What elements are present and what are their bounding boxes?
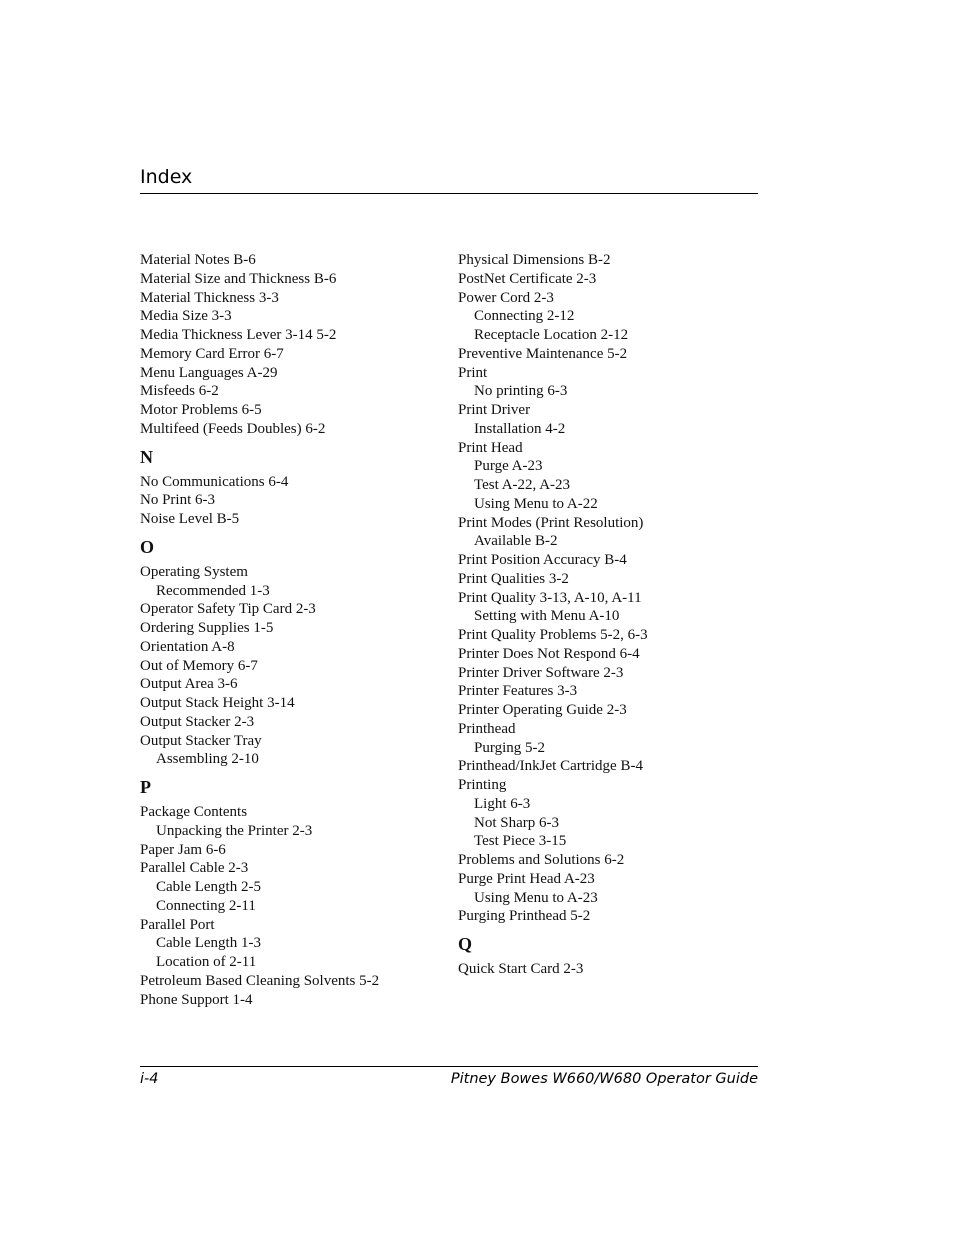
index-letter-heading: N — [140, 446, 153, 467]
index-subentry: Assembling 2-10 — [156, 751, 259, 768]
index-subentry: Connecting 2-11 — [156, 897, 256, 914]
index-entry: Printer Features 3-3 — [458, 683, 578, 700]
index-entry: Print Qualities 3-2 — [458, 570, 569, 587]
index-entry: Output Area 3-6 — [140, 676, 238, 693]
index-letter-heading: O — [140, 536, 155, 557]
index-subentry: Not Sharp 6-3 — [474, 814, 559, 831]
book-title: Pitney Bowes W660/W680 Operator Guide — [450, 1071, 758, 1087]
index-entry: Material Size and Thickness B-6 — [140, 270, 337, 287]
index-subentry: Cable Length 2-5 — [156, 879, 261, 895]
index-subentry: Purging 5-2 — [474, 739, 545, 756]
header-rule — [140, 193, 758, 194]
index-entry: Package Contents — [140, 804, 248, 820]
index-entry: Ordering Supplies 1-5 — [140, 620, 274, 636]
index-subentry: Using Menu to A-23 — [474, 889, 598, 906]
index-letter-heading: P — [140, 777, 151, 797]
index-entry: Output Stacker Tray — [140, 732, 262, 749]
index-entry: Printing — [458, 777, 507, 793]
index-entry: Motor Problems 6-5 — [140, 402, 262, 418]
index-letter-heading: Q — [458, 934, 473, 954]
index-entry: Petroleum Based Cleaning Solvents 5-2 — [140, 972, 380, 989]
index-subentry: Using Menu to A-22 — [474, 495, 598, 512]
index-entry: Orientation A-8 — [140, 638, 235, 655]
page-title: Index — [140, 166, 193, 188]
index-subentry: Purge A-23 — [474, 458, 543, 475]
index-entry: Operator Safety Tip Card 2-3 — [140, 601, 316, 618]
index-entry: Operating System — [140, 563, 248, 580]
index-entry: Print Head — [458, 439, 523, 456]
index-subentry: Setting with Menu A-10 — [474, 608, 620, 625]
index-subentry: Recommended 1-3 — [156, 582, 270, 599]
index-entry: Printer Driver Software 2-3 — [458, 664, 624, 681]
index-entry: Noise Level B-5 — [140, 511, 240, 527]
index-entry: Printer Does Not Respond 6-4 — [458, 645, 640, 662]
index-entry: Purging Printhead 5-2 — [458, 908, 591, 925]
index-entry: No Print 6-3 — [140, 492, 215, 509]
index-entry: Misfeeds 6-2 — [140, 383, 219, 400]
index-entry: Media Thickness Lever 3-14 5-2 — [140, 327, 337, 343]
index-subentry: Cable Length 1-3 — [156, 935, 261, 952]
index-entry: Output Stacker 2-3 — [140, 713, 255, 730]
index-entry: Print Position Accuracy B-4 — [458, 552, 627, 568]
index-entry: Material Thickness 3-3 — [140, 289, 279, 306]
index-entry: Print — [458, 364, 488, 381]
index-entry: Purge Print Head A-23 — [458, 870, 595, 887]
index-subentry: Receptacle Location 2-12 — [474, 327, 629, 343]
index-entry: Print Quality 3-13, A-10, A-11 — [458, 589, 642, 606]
index-entry: Preventive Maintenance 5-2 — [458, 345, 628, 362]
index-subentry: No printing 6-3 — [474, 383, 568, 400]
index-entry: Quick Start Card 2-3 — [458, 961, 584, 977]
index-entry: Out of Memory 6-7 — [140, 657, 258, 674]
index-entry: Physical Dimensions B-2 — [458, 252, 611, 268]
index-entry: Power Cord 2-3 — [458, 289, 554, 306]
index-entry: Output Stack Height 3-14 — [140, 695, 295, 711]
index-entry: Material Notes B-6 — [140, 252, 256, 268]
index-subentry: Light 6-3 — [474, 795, 531, 812]
index-subentry: Unpacking the Printer 2-3 — [156, 822, 313, 839]
index-entry: PostNet Certificate 2-3 — [458, 270, 597, 287]
index-entry: Printer Operating Guide 2-3 — [458, 702, 627, 718]
index-entry: Media Size 3-3 — [140, 308, 232, 325]
index-entry: Print Driver — [458, 402, 531, 418]
index-subentry: Available B-2 — [474, 533, 558, 550]
index-entry: Parallel Cable 2-3 — [140, 860, 249, 877]
index-entry: Menu Languages A-29 — [140, 364, 278, 381]
index-entry: Print Modes (Print Resolution) — [458, 514, 644, 531]
index-column-left — [140, 251, 450, 1009]
index-subentry: Connecting 2-12 — [474, 308, 575, 325]
index-entry: Printhead/InkJet Cartridge B-4 — [458, 758, 643, 775]
index-entry: Printhead — [458, 720, 516, 737]
index-entry: Paper Jam 6-6 — [140, 841, 226, 858]
index-subentry: Test Piece 3-15 — [474, 833, 567, 850]
index-subentry: Test A-22, A-23 — [474, 477, 571, 493]
index-entry: Parallel Port — [140, 916, 215, 933]
index-entry: Problems and Solutions 6-2 — [458, 852, 625, 868]
index-subentry: Location of 2-11 — [156, 954, 257, 970]
index-entry: Memory Card Error 6-7 — [140, 345, 284, 362]
footer-rule — [140, 1066, 758, 1067]
index-entry: No Communications 6-4 — [140, 473, 289, 490]
index-column-right — [458, 251, 768, 979]
page-number: i-4 — [140, 1071, 159, 1087]
index-entry: Phone Support 1-4 — [140, 991, 253, 1008]
index-entry: Print Quality Problems 5-2, 6-3 — [458, 627, 648, 643]
index-entry: Multifeed (Feeds Doubles) 6-2 — [140, 420, 326, 437]
index-subentry: Installation 4-2 — [474, 420, 566, 437]
